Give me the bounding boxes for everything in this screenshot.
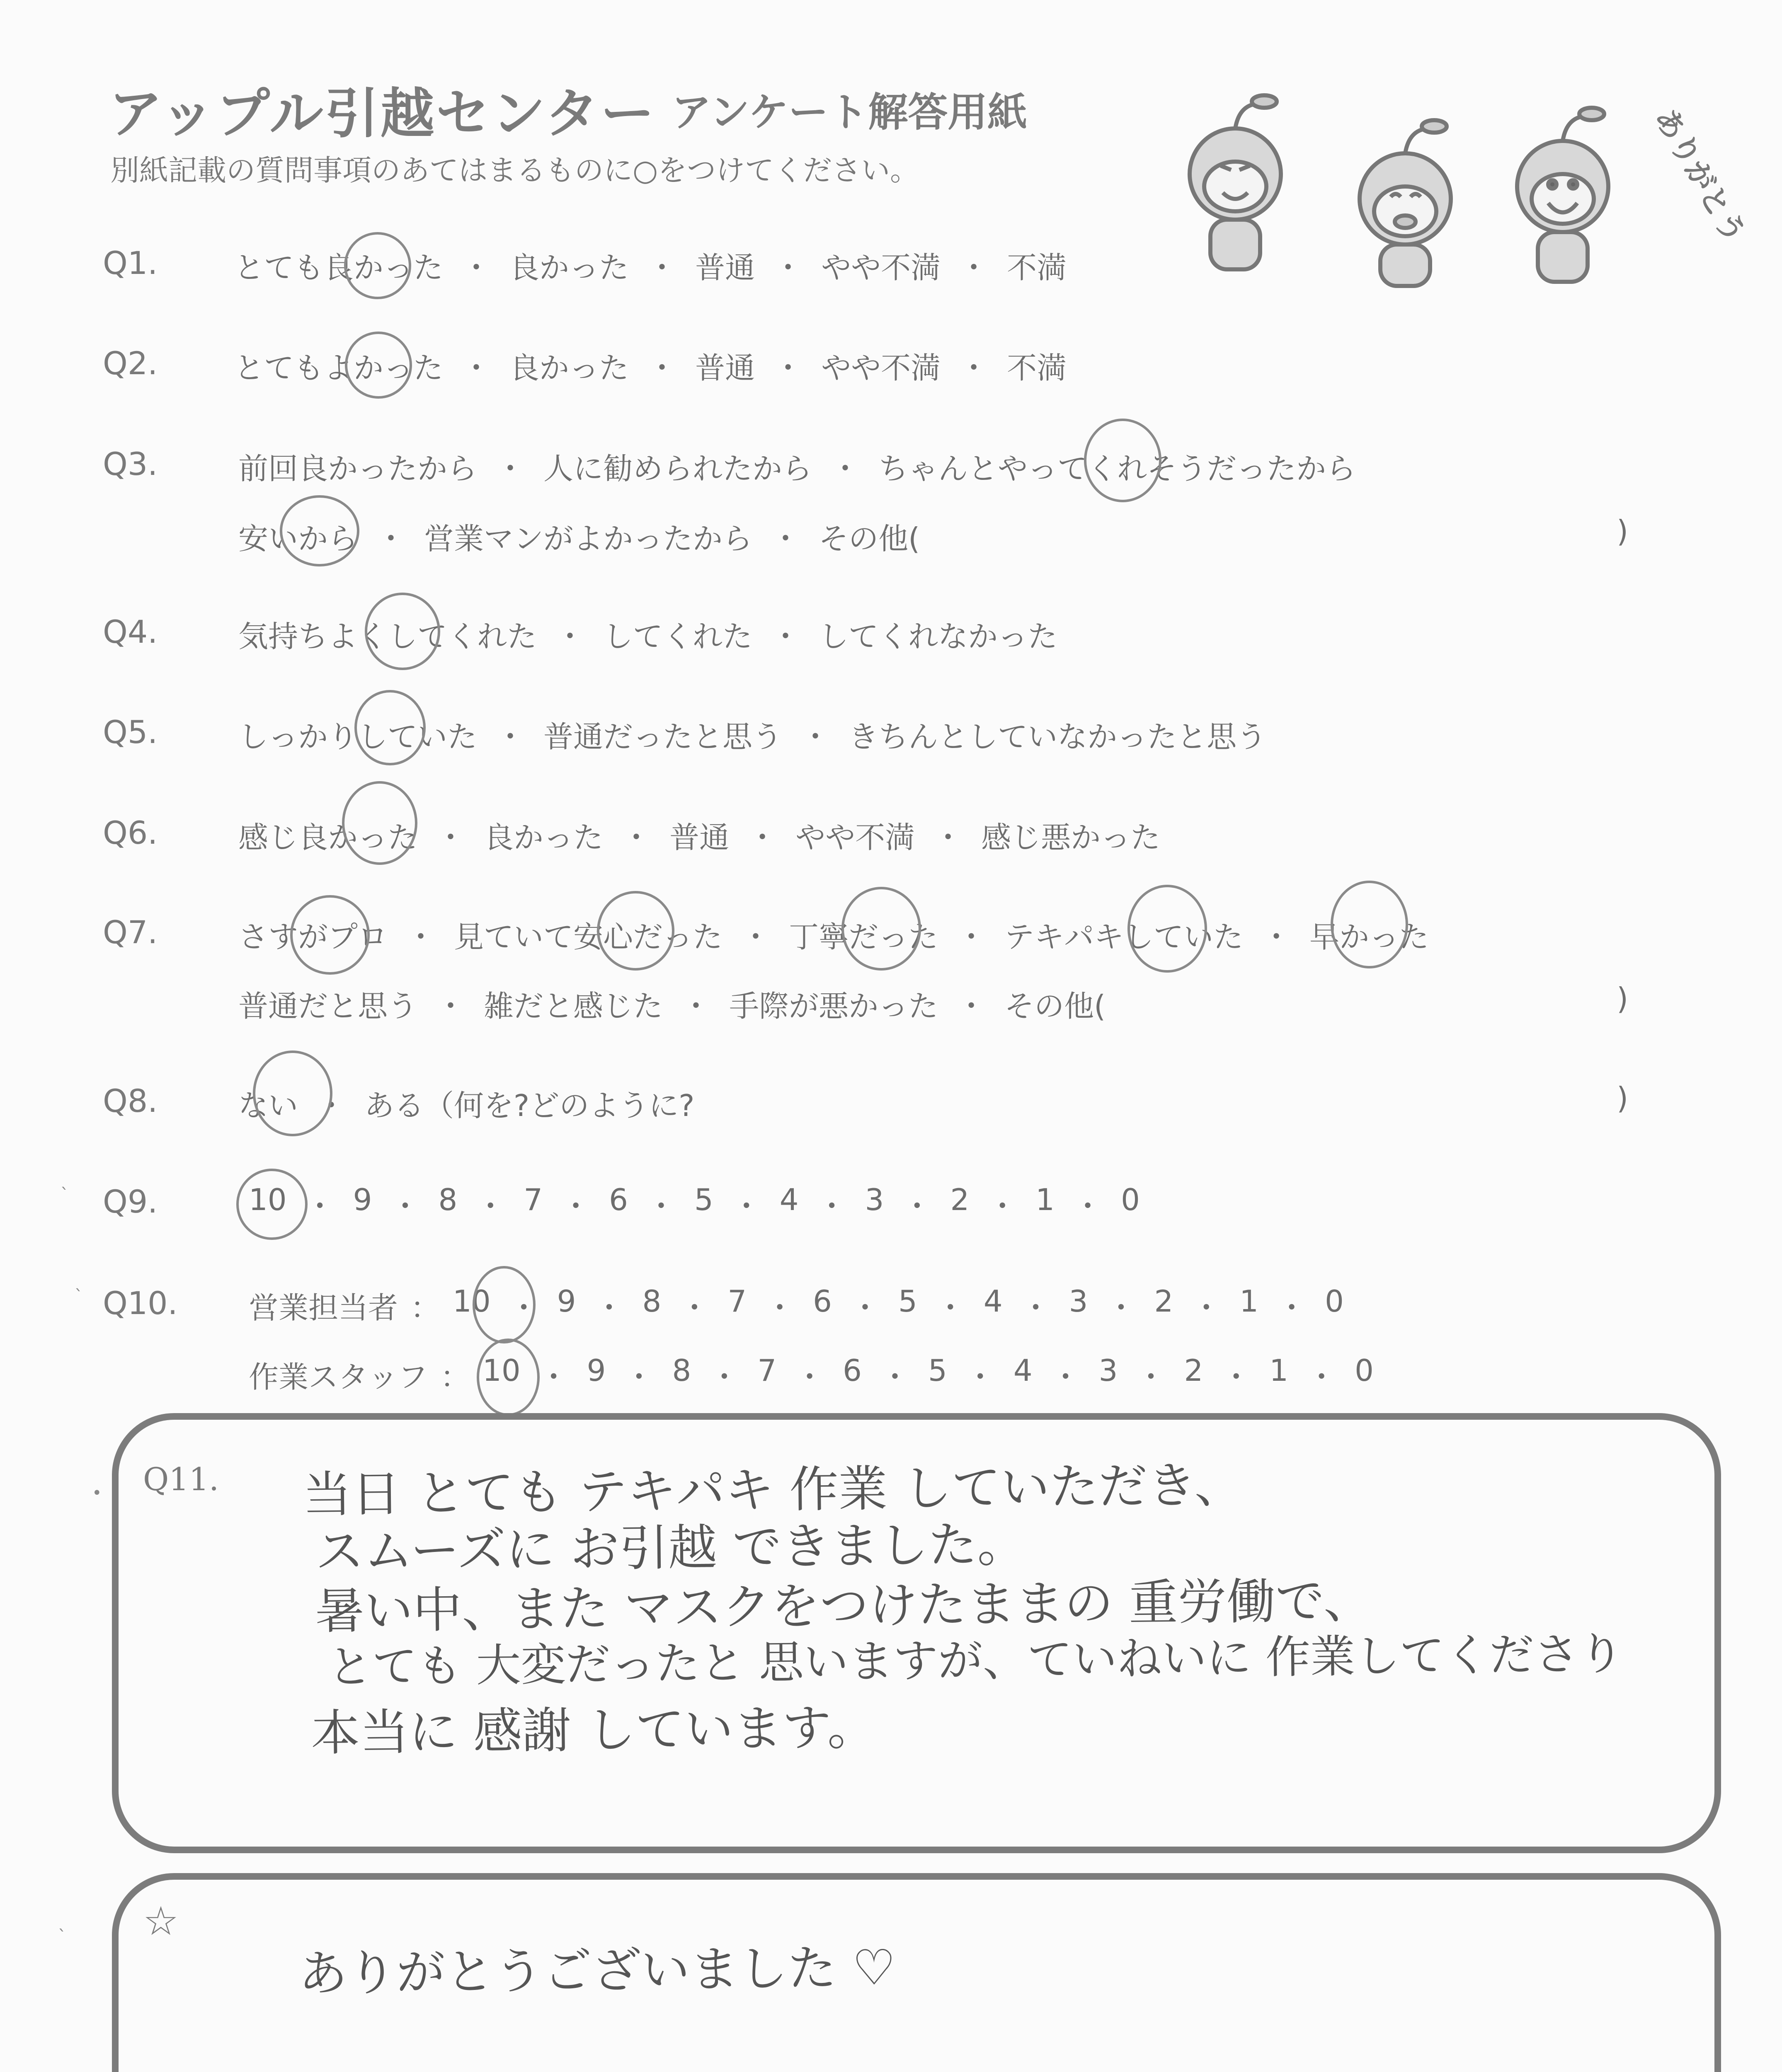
monkey-mascots-illustration <box>1136 70 1753 303</box>
question-label: Q7. <box>103 914 158 951</box>
option[interactable]: ちゃんとやってくれそうだったから <box>878 451 1356 486</box>
q11-comment-line: 暑い中、また マスクをつけたままの 重労働で、 <box>315 1571 1373 1640</box>
question-label: Q11. <box>143 1461 219 1498</box>
paren-close: ) <box>1617 981 1629 1016</box>
option[interactable]: その他( <box>819 521 920 556</box>
scale-value[interactable]: 6 <box>843 1353 862 1388</box>
q11-comment-line: スムーズに お引越 できました。 <box>315 1515 1026 1580</box>
q2-options: とてもよかった ・ 良かった ・ 普通 ・ やや不満 ・ 不満 <box>234 344 1067 387</box>
option[interactable]: 営業マンがよかったから <box>424 521 753 556</box>
selection-circle <box>597 891 674 971</box>
option[interactable]: 安いから <box>238 521 358 556</box>
option[interactable]: きちんとしていなかったと思う <box>849 719 1267 754</box>
option[interactable]: 雑だと感じた <box>484 989 663 1024</box>
margin-mark: ` <box>75 1287 83 1306</box>
option[interactable]: 良かった <box>509 351 629 385</box>
selection-circle <box>290 895 370 975</box>
paren-close: ) <box>1617 1081 1629 1116</box>
question-label: Q2. <box>103 345 158 382</box>
option[interactable]: 見ていて安心だった <box>454 920 723 954</box>
option[interactable]: 普通 <box>695 250 755 285</box>
selection-circle <box>365 593 440 670</box>
scale-value[interactable]: 0 <box>1121 1182 1140 1217</box>
scale-value[interactable]: 1 <box>1269 1353 1289 1388</box>
question-label: Q6. <box>103 814 158 851</box>
scale-value[interactable]: 10 <box>482 1353 521 1388</box>
scale-value[interactable]: 0 <box>1325 1284 1344 1319</box>
scale-value[interactable]: 10 <box>453 1284 491 1319</box>
selection-circle <box>236 1169 308 1240</box>
option[interactable]: 丁寧だった <box>789 920 938 954</box>
option[interactable]: とても良かった <box>234 250 444 285</box>
option[interactable]: 普通だと思う <box>238 989 418 1024</box>
form-title: アンケート解答用紙 <box>672 89 1028 136</box>
option[interactable]: 良かった <box>509 250 629 285</box>
paren-close: ) <box>1617 514 1629 549</box>
question-label: Q10. <box>103 1285 178 1322</box>
option[interactable]: 不満 <box>1007 250 1067 285</box>
selection-circle <box>345 332 412 399</box>
free-comment-text: ありがとうございました ♡ <box>298 1939 897 2002</box>
q10-staff-row: 作業スタッフ ： 10 ・ 9 ・ 8 ・ 7 ・ 6 ・ 5 ・ 4 ・ 3 ・ 2 ・ 1 ・ 0 <box>249 1353 1374 1396</box>
q7-options-line1: さすがプロ ・ 見ていて安心だった ・ 丁寧だった ・ テキパキしていた ・ 早かった <box>238 913 1429 956</box>
row-name: 作業スタッフ <box>249 1360 428 1394</box>
option[interactable]: 前回良かったから <box>238 451 478 486</box>
q7-options-line2: 普通だと思う ・ 雑だと感じた ・ 手際が悪かった ・ その他( <box>238 982 1106 1025</box>
option[interactable]: 良かった <box>484 820 604 855</box>
scale-value[interactable]: 5 <box>898 1284 917 1319</box>
scale-value[interactable]: 9 <box>353 1182 372 1217</box>
question-label: Q8. <box>103 1082 158 1119</box>
q1-options: とても良かった ・ 良かった ・ 普通 ・ やや不満 ・ 不満 <box>234 244 1067 287</box>
q11-comment-line: 当日 とても テキパキ 作業 していただき、 <box>302 1456 1244 1523</box>
scale-value[interactable]: 3 <box>1098 1353 1118 1388</box>
option[interactable]: 気持ちよくしてくれた <box>238 619 537 654</box>
option[interactable]: やや不満 <box>821 351 941 385</box>
selection-circle <box>344 232 411 299</box>
scale-value[interactable]: 8 <box>438 1182 458 1217</box>
selection-circle <box>841 887 921 971</box>
option[interactable]: しっかりしていた <box>238 719 478 754</box>
q3-options-line1: 前回良かったから ・ 人に勧められたから ・ ちゃんとやってくれそうだったから <box>238 445 1356 488</box>
question-label: Q3. <box>103 445 158 482</box>
selection-circle <box>280 495 359 566</box>
company-name: アップル引越センター <box>109 82 656 145</box>
option[interactable]: やや不満 <box>821 250 941 285</box>
q11-comment-line: とても 大変だったと 思いますが、ていねいに 作業してくださり <box>327 1628 1624 1694</box>
q10-sales-row: 営業担当者 ： 10 ・ 9 ・ 8 ・ 7 ・ 6 ・ 5 ・ 4 ・ 3 ・ 2 ・ 1 ・ 0 <box>249 1284 1344 1327</box>
scale-value[interactable]: 7 <box>727 1284 747 1319</box>
option[interactable]: とてもよかった <box>234 351 444 385</box>
q4-options: 気持ちよくしてくれた ・ してくれた ・ してくれなかった <box>238 612 1057 656</box>
scale-value[interactable]: 4 <box>983 1284 1003 1319</box>
selection-circle <box>473 1266 536 1343</box>
option[interactable]: 不満 <box>1007 351 1067 385</box>
scale-value[interactable]: 8 <box>672 1353 691 1388</box>
scale-value[interactable]: 4 <box>1013 1353 1033 1388</box>
question-label: Q9. <box>103 1183 158 1220</box>
option[interactable]: 普通 <box>669 820 730 855</box>
option[interactable]: 人に勧められたから <box>543 451 812 486</box>
option[interactable]: してくれた <box>603 619 753 654</box>
question-label: Q5. <box>103 714 158 750</box>
option[interactable]: その他( <box>1004 989 1106 1024</box>
scale-value[interactable]: 9 <box>587 1353 606 1388</box>
selection-circle <box>477 1339 540 1416</box>
q9-scale: 10 ・ 9 ・ 8 ・ 7 ・ 6 ・ 5 ・ 4 ・ 3 ・ 2 ・ 1 ・ 0 <box>249 1182 1140 1225</box>
scale-value[interactable]: 9 <box>557 1284 576 1319</box>
q6-options: 感じ良かった ・ 良かった ・ 普通 ・ やや不満 ・ 感じ悪かった <box>238 813 1160 857</box>
q11-comment-line: 本当に 感謝 しています。 <box>310 1698 877 1762</box>
margin-mark: ` <box>61 1185 69 1204</box>
scale-value[interactable]: 3 <box>865 1182 884 1217</box>
option[interactable]: 普通だったと思う <box>543 719 783 754</box>
scale-value[interactable]: 5 <box>928 1353 947 1388</box>
selection-circle <box>253 1051 332 1136</box>
scale-value[interactable]: 10 <box>249 1182 287 1217</box>
question-label: Q1. <box>103 244 158 281</box>
scale-value[interactable]: 4 <box>779 1182 799 1217</box>
selection-circle <box>354 690 426 765</box>
option[interactable]: 手際が悪かった <box>729 989 938 1024</box>
scale-value[interactable]: 2 <box>1154 1284 1173 1319</box>
scale-value[interactable]: 5 <box>694 1182 713 1217</box>
scale-value[interactable]: 6 <box>609 1182 628 1217</box>
scale-value[interactable]: 0 <box>1355 1353 1374 1388</box>
option[interactable]: ない <box>238 1088 298 1123</box>
row-name: 営業担当者 <box>249 1290 398 1325</box>
scale-value[interactable]: 8 <box>642 1284 662 1319</box>
scale-value[interactable]: 1 <box>1035 1182 1055 1217</box>
q3-options-line2: 安いから ・ 営業マンがよかったから ・ その他( <box>238 515 920 558</box>
scale-value[interactable]: 3 <box>1069 1284 1088 1319</box>
q5-options: しっかりしていた ・ 普通だったと思う ・ きちんとしていなかったと思う <box>238 713 1266 756</box>
option[interactable]: 普通 <box>695 351 755 385</box>
scale-value[interactable]: 6 <box>813 1284 832 1319</box>
option[interactable]: さすがプロ <box>238 920 388 954</box>
scale-value[interactable]: 1 <box>1239 1284 1259 1319</box>
option[interactable]: ある（何を?どのように? <box>364 1088 695 1123</box>
selection-circle <box>1084 419 1161 502</box>
option[interactable]: やや不満 <box>795 820 915 855</box>
option[interactable]: テキパキしていた <box>1004 920 1244 954</box>
selection-circle <box>342 781 417 865</box>
selection-circle <box>1331 881 1408 968</box>
star-icon: ☆ <box>143 1898 179 1944</box>
option[interactable]: 感じ良かった <box>238 820 418 855</box>
option[interactable]: 早かった <box>1309 920 1429 954</box>
margin-mark: ` <box>58 1927 66 1946</box>
option[interactable]: 感じ悪かった <box>981 820 1161 855</box>
scale-value[interactable]: 2 <box>950 1182 970 1217</box>
scale-value[interactable]: 7 <box>524 1182 543 1217</box>
option[interactable]: してくれなかった <box>819 619 1058 654</box>
margin-mark: • <box>92 1484 102 1503</box>
scale-value[interactable]: 7 <box>757 1353 777 1388</box>
q8-options: ない ・ ある（何を?どのように? <box>238 1082 694 1125</box>
question-label: Q4. <box>103 613 158 650</box>
thanks-text: ありがとう <box>1648 102 1753 249</box>
instruction-text: 別紙記載の質問事項のあてはまるものに○をつけてください。 <box>110 153 919 187</box>
scale-value[interactable]: 2 <box>1184 1353 1203 1388</box>
selection-circle <box>1127 885 1207 973</box>
